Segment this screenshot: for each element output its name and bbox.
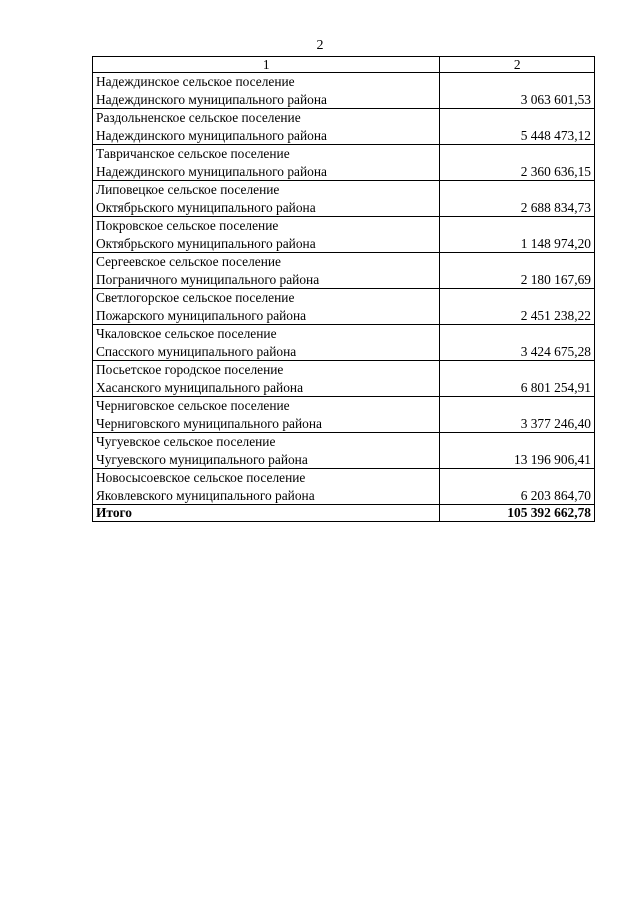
total-value: 105 392 662,78: [440, 505, 595, 522]
settlement-name-cell: [93, 397, 440, 433]
settlements-table: [92, 56, 595, 522]
amount-cell: 6 801 254,91: [440, 361, 595, 397]
district-name: Спасского муниципального района: [96, 343, 297, 359]
settlement-name-cell: [93, 253, 440, 289]
column-header-2: 2: [440, 57, 595, 73]
table-row: [93, 289, 595, 325]
district-name: Октябрьского муниципального района: [96, 235, 316, 251]
settlement-name: Светлогорское сельское поселение: [96, 290, 295, 305]
settlement-name: Посьетское городское поселение: [96, 362, 284, 377]
amount-cell: 2 451 238,22: [440, 289, 595, 325]
district-name: Чугуевского муниципального района: [96, 451, 308, 467]
amount-cell: 5 448 473,12: [440, 109, 595, 145]
table-row: [93, 433, 595, 469]
settlement-name-cell: [93, 325, 440, 361]
table-row: [93, 145, 595, 181]
amount-cell: 1 148 974,20: [440, 217, 595, 253]
amount-cell: 13 196 906,41: [440, 433, 595, 469]
settlement-name-cell: [93, 145, 440, 181]
settlement-name-cell: [93, 361, 440, 397]
total-row: [93, 505, 595, 522]
settlement-name: Раздольненское сельское поселение: [96, 110, 301, 125]
table-row: [93, 253, 595, 289]
settlement-name-cell: [93, 73, 440, 109]
settlement-name: Надеждинское сельское поселение: [96, 74, 295, 89]
amount-cell: 3 063 601,53: [440, 73, 595, 109]
settlement-name: Покровское сельское поселение: [96, 218, 279, 233]
amount-cell: 2 688 834,73: [440, 181, 595, 217]
table-row: [93, 181, 595, 217]
district-name: Надеждинского муниципального района: [96, 127, 327, 143]
amount-cell: 3 424 675,28: [440, 325, 595, 361]
table-row: [93, 325, 595, 361]
settlement-name: Новосысоевское сельское поселение: [96, 470, 306, 485]
district-name: Надеждинского муниципального района: [96, 163, 327, 179]
table-body: [93, 73, 595, 522]
table-row: [93, 217, 595, 253]
table-row: [93, 73, 595, 109]
settlement-name: Липовецкое сельское поселение: [96, 182, 280, 197]
table-row: [93, 469, 595, 505]
district-name: Надеждинского муниципального района: [96, 91, 327, 107]
district-name: Пожарского муниципального района: [96, 307, 307, 323]
amount-cell: 3 377 246,40: [440, 397, 595, 433]
settlement-name-cell: [93, 433, 440, 469]
settlement-name: Чугуевское сельское поселение: [96, 434, 276, 449]
settlement-name: Сергеевское сельское поселение: [96, 254, 282, 269]
district-name: Хасанского муниципального района: [96, 379, 304, 395]
settlement-name-cell: [93, 109, 440, 145]
amount-cell: 2 360 636,15: [440, 145, 595, 181]
settlement-name: Чкаловское сельское поселение: [96, 326, 277, 341]
settlement-name: Черниговское сельское поселение: [96, 398, 290, 413]
district-name: Пограничного муниципального района: [96, 271, 320, 287]
amount-cell: 2 180 167,69: [440, 253, 595, 289]
table-row: [93, 109, 595, 145]
settlement-name-cell: [93, 289, 440, 325]
table-row: [93, 361, 595, 397]
settlement-name-cell: [93, 181, 440, 217]
column-header-1: 1: [93, 57, 440, 73]
amount-cell: 6 203 864,70: [440, 469, 595, 505]
table-row: [93, 397, 595, 433]
district-name: Черниговского муниципального района: [96, 415, 322, 431]
district-name: Яковлевского муниципального района: [96, 487, 315, 503]
settlement-name-cell: [93, 217, 440, 253]
total-label: Итого: [93, 505, 440, 522]
settlement-name-cell: [93, 469, 440, 505]
settlement-name: Тавричанское сельское поселение: [96, 146, 290, 161]
page-number: 2: [316, 38, 324, 53]
district-name: Октябрьского муниципального района: [96, 199, 316, 215]
table-header-row: [93, 57, 595, 73]
